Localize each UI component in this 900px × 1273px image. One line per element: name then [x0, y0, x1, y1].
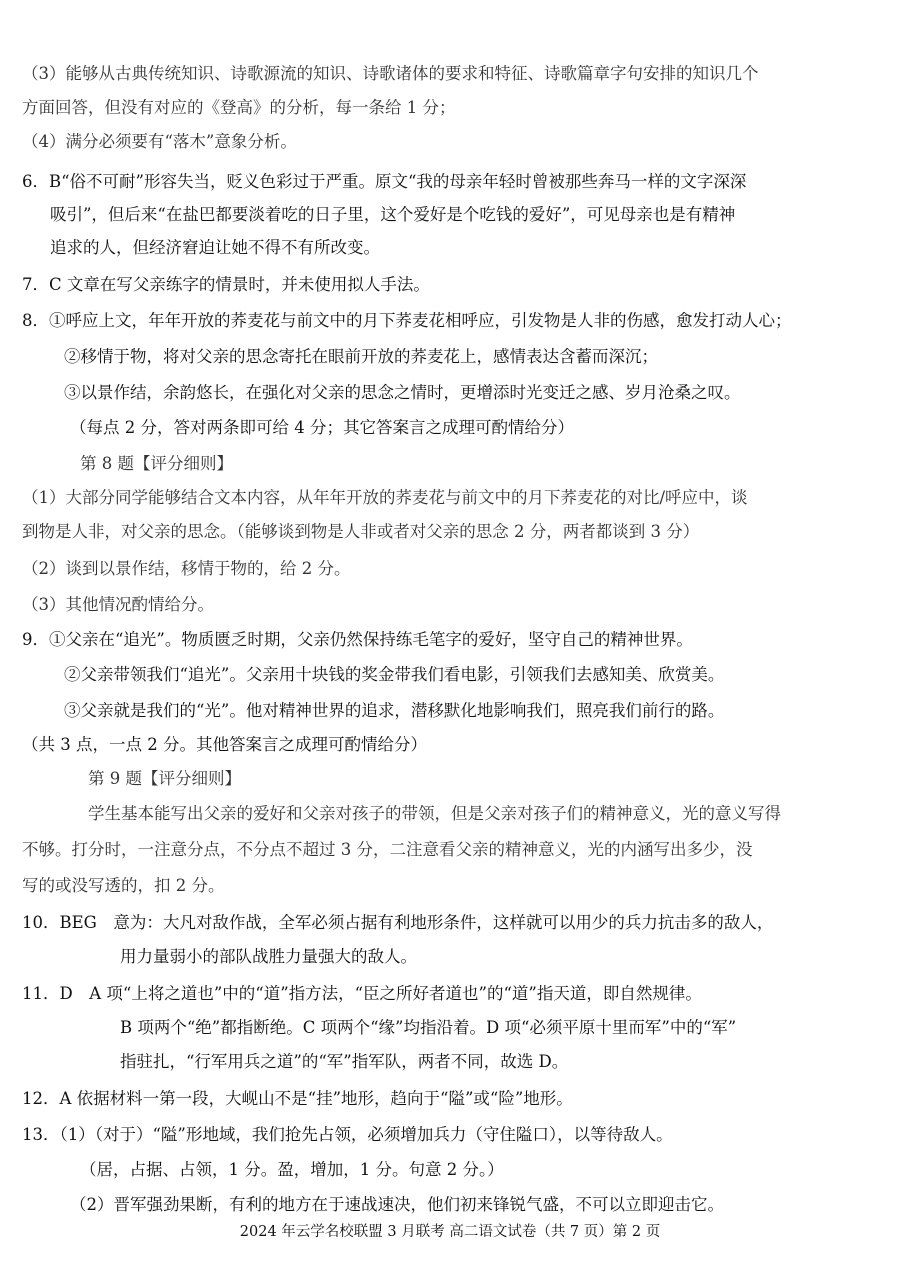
text-line: 11．D A 项“上将之道也”中的“道”指方法，“臣之所好者道也”的“道”指天道，即自然规律。 [22, 984, 702, 1003]
text-line: （3）能够从古典传统知识、诗歌源流的知识、诗歌诸体的要求和特征、诗歌篇章字句安排的知识几个 [22, 64, 759, 83]
text-line: 7．C 文章在写父亲练字的情景时，并未使用拟人手法。 [22, 275, 430, 294]
text-line: 不够。打分时，一注意分点，不分点不超过 3 分，二注意看父亲的精神意义，光的内涵写出多少，没 [22, 840, 753, 859]
text-line: 10．BEG 意为：大凡对敌作战，全军必须占据有利地形条件，这样就可以用少的兵力抗击多的敌人， [22, 913, 774, 932]
text-line: 方面回答，但没有对应的《登高》的分析，每一条给 1 分； [22, 98, 456, 117]
text-line: 学生基本能写出父亲的爱好和父亲对孩子的带领，但是父亲对孩子们的精神意义，光的意义写得 [88, 804, 781, 823]
text-line: 写的或没写透的，扣 2 分。 [22, 876, 225, 895]
text-line: 13．（1）（对于）“隘”形地域，我们抢先占领，必须增加兵力（守住隘口），以等待敌人。 [22, 1125, 673, 1144]
text-line: （每点 2 分，答对两条即可给 4 分；其它答案言之成理可酌情给分） [70, 418, 574, 437]
text-line: （共 3 点，一点 2 分。其他答案言之成理可酌情给分） [22, 735, 427, 754]
text-line: 吸引”，但后来“在盐巴都要淡着吃的日子里，这个爱好是个吃钱的爱好”，可见母亲也是有精神 [50, 205, 736, 224]
text-line: （2）晋军强劲果断，有利的地方在于速战速决，他们初来锋锐气盛，不可以立即迎击它。 [70, 1195, 724, 1214]
text-line: （3）其他情况酌情给分。 [22, 595, 214, 614]
text-line: （居，占据、占领，1 分。盈，增加，1 分。句意 2 分。） [80, 1160, 504, 1179]
text-line: 用力量弱小的部队战胜力量强大的敌人。 [120, 947, 417, 966]
text-line: 追求的人，但经济窘迫让她不得不有所改变。 [50, 238, 380, 257]
section-heading: 第 8 题【评分细则】 [80, 454, 233, 473]
text-line: （2）谈到以景作结，移情于物的，给 2 分。 [22, 559, 351, 578]
text-line: （4）满分必须要有“落木”意象分析。 [22, 132, 297, 151]
text-line: 8．①呼应上文，年年开放的荞麦花与前文中的月下荞麦花相呼应，引发物是人非的伤感，愈发打动人心； [22, 311, 792, 330]
text-line: （1）大部分同学能够结合文本内容，从年年开放的荞麦花与前文中的月下荞麦花的对比/呼应中，谈 [22, 488, 748, 507]
text-line: ②移情于物，将对父亲的思念寄托在眼前开放的荞麦花上，感情表达含蓄而深沉； [64, 347, 658, 366]
text-line: 6．B“俗不可耐”形容失当，贬义色彩过于严重。原文“我的母亲年轻时曾被那些奔马一样的文字深深 [22, 172, 747, 191]
section-heading: 第 9 题【评分细则】 [88, 769, 241, 788]
text-line: 9．①父亲在“追光”。物质匮乏时期，父亲仍然保持练毛笔字的爱好，坚守自己的精神世界。 [22, 630, 693, 649]
page-footer: 2024 年云学名校联盟 3 月联考 高二语文试卷（共 7 页）第 2 页 [239, 1224, 661, 1240]
text-line: B 项两个“绝”都指断绝。C 项两个“缘”均指沿着。D 项“必须平原十里而军”中的“军” [120, 1018, 737, 1037]
text-line: ②父亲带领我们“追光”。父亲用十块钱的奖金带我们看电影，引领我们去感知美、欣赏美。 [64, 665, 725, 684]
text-line: 指驻扎，“行军用兵之道”的“军”指军队，两者不同，故选 D。 [120, 1052, 569, 1071]
text-line: ③父亲就是我们的“光”。他对精神世界的追求，潜移默化地影响我们，照亮我们前行的路。 [64, 701, 725, 720]
text-line: 到物是人非，对父亲的思念。（能够谈到物是人非或者对父亲的思念 2 分，两者都谈到 3 分） [22, 522, 700, 541]
text-line: ③以景作结，余韵悠长，在强化对父亲的思念之情时，更增添时光变迁之感、岁月沧桑之叹。 [64, 383, 741, 402]
text-line: 12．A 依据材料一第一段，大岘山不是“挂”地形，趋向于“隘”或“险”地形。 [22, 1089, 573, 1108]
